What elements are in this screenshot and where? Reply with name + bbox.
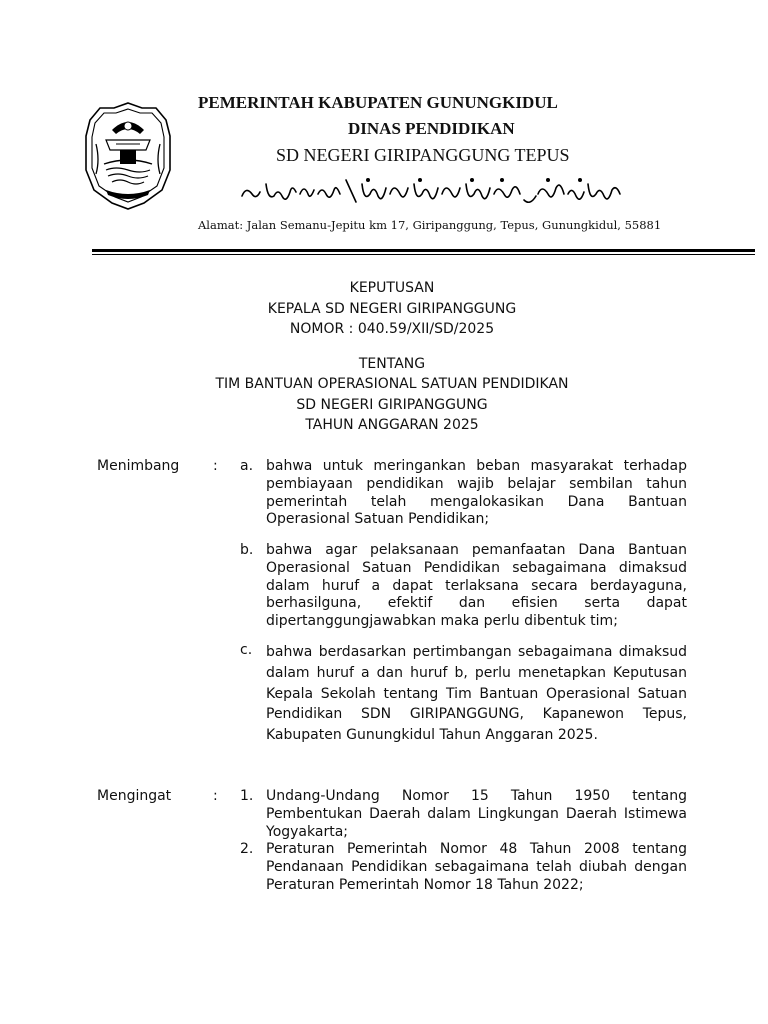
letterhead-government: PEMERINTAH KABUPATEN GUNUNGKIDUL bbox=[198, 93, 558, 112]
list-marker: 2. bbox=[240, 841, 254, 857]
decision-heading-line: KEPUTUSAN bbox=[349, 280, 435, 296]
list-marker: b. bbox=[240, 542, 254, 558]
list-item-text: bahwa berdasarkan pertimbangan sebagaimana dimaksud dalam huruf a dan huruf b, perlu menetapkan Keputusan Kepala Sekolah tentang Tim Bantuan Operasional Satuan Pendidikan SDN GIRIPANGGUNG, Kapanewon Tepus, Kabupaten Gunungkidul Tahun Anggaran 2025. bbox=[266, 644, 687, 744]
mengingat-colon: : bbox=[213, 788, 218, 804]
list-item-text: Undang-Undang Nomor 15 Tahun 1950 tentang Pembentukan Daerah dalam Lingkungan Daerah Istimewa Yogyakarta; bbox=[266, 788, 687, 840]
subject-heading-line: TAHUN ANGGARAN 2025 bbox=[305, 417, 479, 433]
gunungkidul-seal-logo bbox=[82, 100, 174, 212]
javanese-script-line bbox=[238, 174, 626, 208]
list-item-text: bahwa agar pelaksanaan pemanfaatan Dana Bantuan Operasional Satuan Pendidikan sebagaimana dimaksud dalam huruf a dapat terlaksana secara berdayaguna, berhasilguna, efektif dan efisien serta dapat dipertanggungjawabkan maka perlu dibentuk tim; bbox=[266, 542, 687, 630]
list-marker: a. bbox=[240, 458, 254, 474]
list-item-text: Peraturan Pemerintah Nomor 48 Tahun 2008 tentang Pendanaan Pendidikan sebagaimana telah diubah dengan Peraturan Pemerintah Nomor 18 Tahun 2022; bbox=[266, 841, 687, 893]
letterhead-school-name: SD NEGERI GIRIPANGGUNG TEPUS bbox=[276, 145, 570, 165]
decision-number: NOMOR : 040.59/XII/SD/2025 bbox=[289, 321, 495, 337]
list-item-text: bahwa untuk meringankan beban masyarakat terhadap pembiayaan pendidikan wajib belajar sembilan tahun pemerintah telah mengalokasikan Dana Bantuan Operasional Satuan Pendidikan; bbox=[266, 458, 687, 528]
subject-heading-line: SD NEGERI GIRIPANGGUNG bbox=[296, 396, 488, 413]
subject-heading-line: TENTANG bbox=[358, 355, 426, 372]
mengingat-label: Mengingat bbox=[97, 788, 172, 804]
letterhead-address: Alamat: Jalan Semanu-Jepitu km 17, Giripanggung, Tepus, Gunungkidul, 55881 bbox=[198, 218, 662, 232]
letterhead-divider-thick bbox=[92, 249, 755, 252]
decision-heading-line: KEPALA SD NEGERI GIRIPANGGUNG bbox=[267, 300, 517, 317]
list-marker: 1. bbox=[240, 788, 254, 804]
list-marker: c. bbox=[240, 642, 253, 658]
menimbang-label: Menimbang bbox=[97, 458, 180, 474]
decision-title-block bbox=[92, 278, 692, 436]
letterhead-department: DINAS PENDIDIKAN bbox=[348, 119, 515, 138]
letterhead-divider-thin bbox=[92, 254, 755, 255]
menimbang-colon: : bbox=[213, 458, 218, 474]
subject-heading-line: TIM BANTUAN OPERASIONAL SATUAN PENDIDIKAN bbox=[215, 376, 569, 392]
